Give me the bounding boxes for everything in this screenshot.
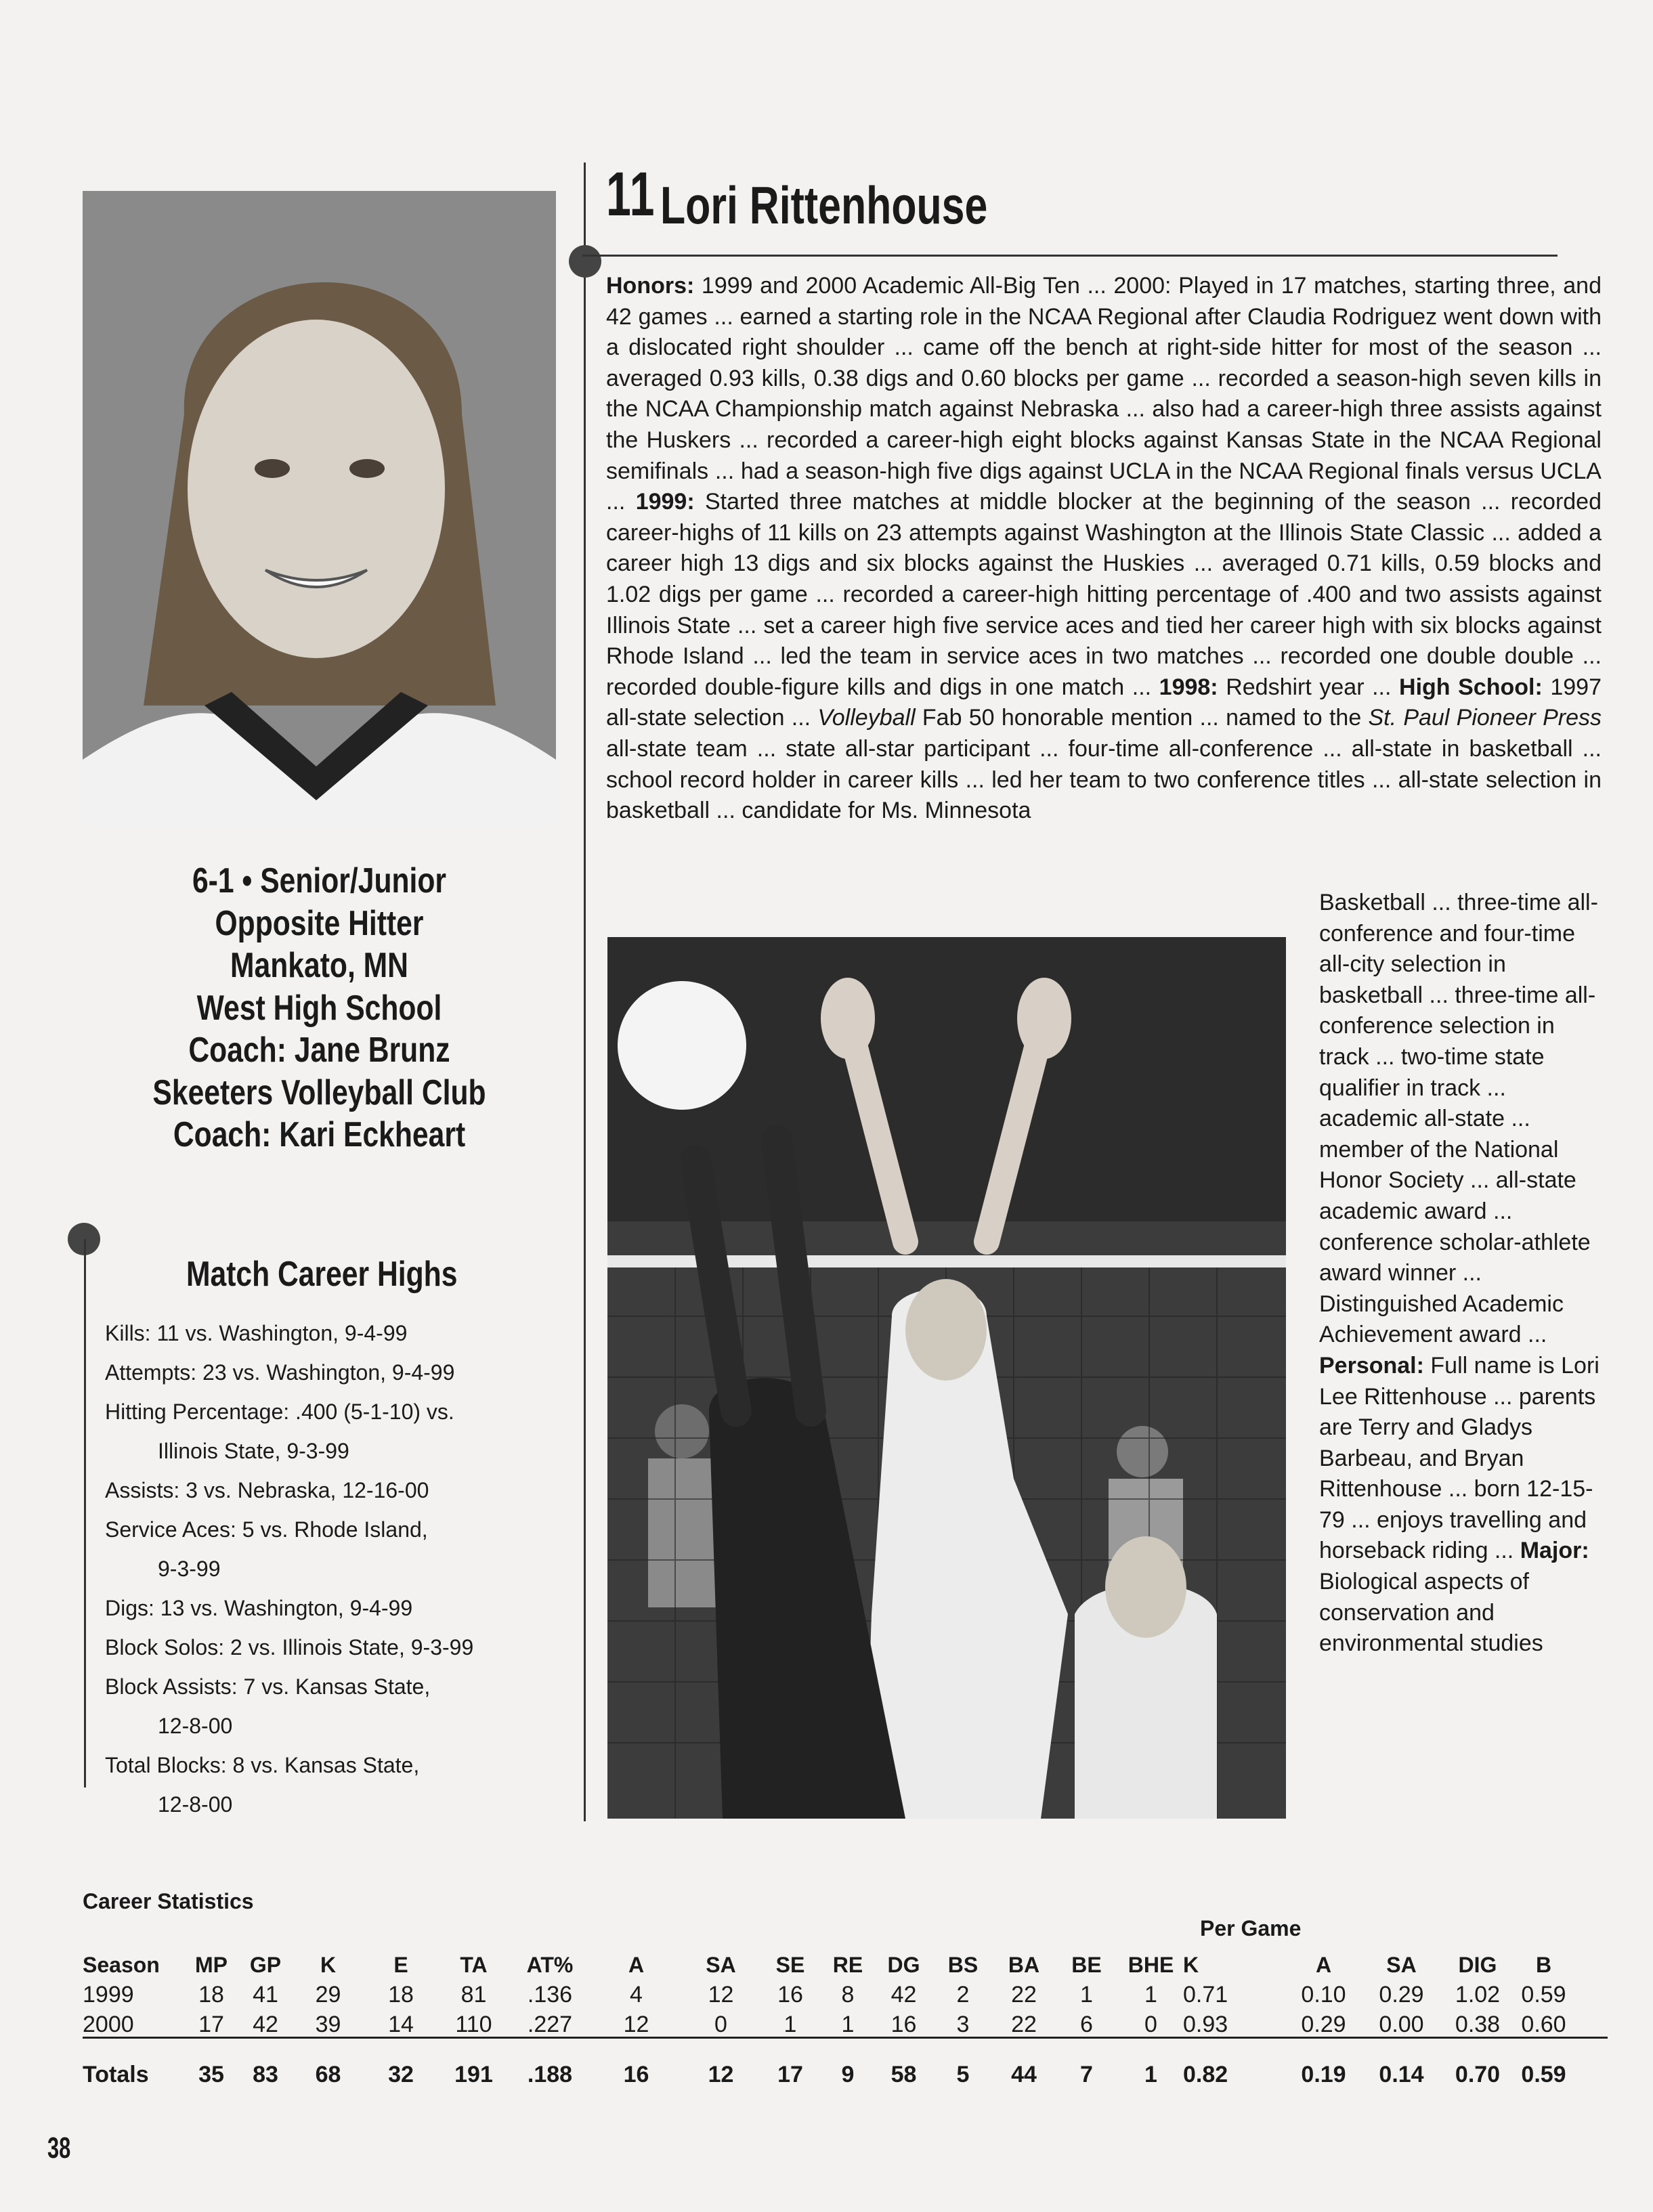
table-cell: 22 — [1011, 2011, 1037, 2037]
page-number: 38 — [47, 2131, 71, 2165]
table-cell: .136 — [527, 1981, 573, 2008]
table-cell: 39 — [315, 2011, 341, 2037]
column-header: MP — [195, 1952, 228, 1977]
high-school-italic-2: St. Paul Pioneer Press — [1368, 705, 1602, 731]
table-cell: 2000 — [83, 2011, 134, 2037]
table-cell: 191 — [454, 2061, 493, 2087]
table-cell: 0.10 — [1301, 1981, 1346, 2008]
high-school-label: High School: — [1399, 674, 1543, 700]
column-header: GP — [249, 1952, 282, 1977]
column-header: BA — [1008, 1952, 1040, 1977]
table-cell: 0.00 — [1379, 2011, 1424, 2037]
table-cell: 0.19 — [1301, 2061, 1346, 2087]
column-header: AT% — [526, 1952, 574, 1977]
list-item: 12-8-00 — [158, 1792, 233, 1817]
column-header: SE — [775, 1952, 805, 1977]
player-number: 11 — [606, 160, 656, 229]
high-school: West High School — [196, 988, 442, 1028]
year-1999-label: 1999: — [635, 489, 695, 515]
table-cell: 0.59 — [1521, 2061, 1566, 2087]
table-cell: 2 — [956, 1981, 970, 2008]
column-header: A — [1315, 1952, 1332, 1977]
table-cell: 0.38 — [1455, 2011, 1501, 2037]
table-cell: 22 — [1011, 1981, 1037, 2008]
column-header: K — [1183, 1952, 1199, 1977]
high-school-italic-1: Volleyball — [817, 705, 916, 731]
year-1998-label: 1998: — [1159, 674, 1218, 700]
table-cell: 0.93 — [1183, 2011, 1228, 2037]
table-cell: 1 — [841, 2011, 855, 2037]
headshot-photo — [83, 191, 556, 829]
table-cell: 0 — [714, 2011, 727, 2037]
table-cell: 3 — [956, 2011, 970, 2037]
honors-text: 1999 and 2000 Academic All-Big Ten ... 2000: Played in 17 matches, starting three, and 42 games ... earned a starting role in the NCAA Regional after Claudia Rodriguez went down with a dislocated right shoulder ... came off the bench at right-side hitter for most of the season ... averaged 0.93 kills, 0.38 digs and 0.60 blocks per game ... recorded a season-high seven kills in the NCAA Championship match against Nebraska ... also had a career-high three assists against the Huskers ... recorded a career-high eight blocks against Kansas State in the NCAA Regional semifinals ... had a season-high five digs against UCLA in the NCAA Regional finals versus UCLA ... — [606, 273, 1602, 515]
table-cell: 17 — [777, 2061, 803, 2087]
table-cell: 16 — [777, 1981, 803, 2008]
list-item: Hitting Percentage: .400 (5-1-10) vs. — [105, 1400, 454, 1424]
list-item: Block Solos: 2 vs. Illinois State, 9-3-99 — [105, 1635, 474, 1660]
player-name: Lori Rittenhouse — [660, 175, 988, 235]
highs-divider — [84, 1239, 86, 1787]
list-item: Assists: 3 vs. Nebraska, 12-16-00 — [105, 1478, 429, 1502]
table-cell: 8 — [841, 1981, 855, 2008]
hs-coach: Coach: Jane Brunz — [188, 1031, 450, 1070]
table-cell: 1 — [1144, 1981, 1157, 2008]
table-cell: 58 — [890, 2061, 917, 2087]
column-header: K — [320, 1952, 337, 1977]
table-cell: 18 — [198, 1981, 224, 2008]
hometown: Mankato, MN — [230, 946, 408, 985]
major-label: Major: — [1520, 1538, 1589, 1564]
list-item: Digs: 13 vs. Washington, 9-4-99 — [105, 1596, 413, 1620]
column-header: BHE — [1128, 1952, 1174, 1977]
year-1999-text: Started three matches at middle blocker at the beginning of the season ... recorded career-highs of 11 kills on 23 attempts against Washington at the Illinois State Classic ... added a career high 13 digs and six blocks against the Huskies ... averaged 0.71 kills, 0.59 blocks and 1.02 digs per game ... recorded a career-high hitting percentage of .400 and two assists against Illinois State ... set a career high five service aces and tied her career high with six blocks against Rhode Island ... led the team in service aces in two matches ... recorded one double double ... recorded double-figure kills and digs in one match ... — [606, 489, 1602, 700]
table-cell: 12 — [623, 2011, 649, 2037]
career-statistics-title: Career Statistics — [83, 1889, 254, 1913]
list-item: Block Assists: 7 vs. Kansas State, — [105, 1674, 431, 1699]
column-header: DG — [887, 1952, 920, 1977]
per-game-label: Per Game — [1200, 1916, 1302, 1940]
table-cell: 0.59 — [1521, 1981, 1566, 2008]
high-school-text-c: all-state team ... state all-star participant ... four-time all-conference ... all-state in basketball ... school record holder in career kills ... led her team to two conference titles ... all-state selection in basketball ... candidate for Ms. Minnesota — [606, 735, 1602, 824]
table-cell: 1999 — [83, 1981, 134, 2008]
table-cell: 18 — [388, 1981, 414, 2008]
table-row — [83, 2010, 1572, 2039]
table-cell: 0.70 — [1455, 2061, 1501, 2087]
column-header: E — [393, 1952, 408, 1977]
table-cell: 0.71 — [1183, 1981, 1228, 2008]
stats-table — [83, 1950, 1572, 2089]
stats-header-row — [83, 1950, 1572, 1980]
height-class: 6-1 • Senior/Junior — [192, 861, 447, 901]
table-cell: 0.14 — [1379, 2061, 1424, 2087]
table-cell: 0.29 — [1379, 1981, 1424, 2008]
personal-label: Personal: — [1319, 1352, 1424, 1379]
table-cell: .227 — [527, 2011, 573, 2037]
action-photo — [607, 937, 1286, 1819]
table-cell: 16 — [623, 2061, 649, 2087]
high-school-text-a: 1997 all-state selection ... — [606, 674, 1602, 731]
list-item: Total Blocks: 8 vs. Kansas State, — [105, 1753, 420, 1777]
bio-text-right — [1319, 888, 1610, 1660]
table-cell: 1 — [1080, 1981, 1093, 2008]
table-cell: 0.82 — [1183, 2061, 1228, 2087]
vertical-divider — [584, 162, 586, 1821]
column-header: B — [1535, 1952, 1552, 1977]
title-bullet-dot — [569, 245, 601, 278]
column-header: SA — [706, 1952, 736, 1977]
table-cell: 44 — [1011, 2061, 1037, 2087]
table-cell: 1.02 — [1455, 1981, 1501, 2008]
table-cell: 6 — [1080, 2011, 1093, 2037]
list-item: Kills: 11 vs. Washington, 9-4-99 — [105, 1321, 408, 1345]
table-cell: 35 — [198, 2061, 224, 2087]
list-item: Attempts: 23 vs. Washington, 9-4-99 — [105, 1360, 455, 1385]
table-cell: 16 — [890, 2011, 917, 2037]
table-cell: 32 — [388, 2061, 414, 2087]
personal-text: Full name is Lori Lee Rittenhouse ... parents are Terry and Gladys Barbeau, and Bryan Rittenhouse ... born 12-15-79 ... enjoys travelling and horseback riding ... — [1319, 1352, 1600, 1564]
table-cell: Totals — [83, 2061, 149, 2087]
table-cell: 81 — [460, 1981, 487, 2008]
table-cell: 1 — [783, 2011, 797, 2037]
table-cell: 12 — [708, 1981, 734, 2008]
column-header: Season — [83, 1952, 160, 1977]
club: Skeeters Volleyball Club — [152, 1072, 486, 1112]
table-cell: 0 — [1144, 2011, 1157, 2037]
column-header: SA — [1386, 1952, 1417, 1977]
table-cell: 83 — [253, 2061, 278, 2087]
totals-divider — [83, 2037, 1608, 2039]
table-row — [83, 1980, 1572, 2010]
column-header: DIG — [1458, 1952, 1497, 1977]
major-text: Biological aspects of conservation and environmental studies — [1319, 1569, 1543, 1657]
table-cell: 0.29 — [1301, 2011, 1346, 2037]
list-item: Illinois State, 9-3-99 — [158, 1439, 349, 1463]
list-item: 9-3-99 — [158, 1557, 221, 1581]
list-item: Service Aces: 5 vs. Rhode Island, — [105, 1517, 428, 1542]
table-cell: 5 — [956, 2061, 970, 2087]
table-cell: 29 — [315, 1981, 341, 2008]
column-header: BS — [947, 1952, 979, 1977]
table-cell: 4 — [630, 1981, 643, 2008]
table-cell: 14 — [388, 2011, 414, 2037]
table-cell: .188 — [527, 2061, 573, 2087]
column-header: TA — [460, 1952, 488, 1977]
table-cell: 41 — [253, 1981, 278, 2008]
career-highs-title: Match Career Highs — [186, 1255, 458, 1294]
player-info — [83, 860, 556, 1156]
table-cell: 0.60 — [1521, 2011, 1566, 2037]
table-cell: 1 — [1144, 2061, 1157, 2087]
column-header: A — [628, 1952, 645, 1977]
column-header: RE — [832, 1952, 863, 1977]
column-header: BE — [1071, 1952, 1102, 1977]
table-cell: 12 — [708, 2061, 734, 2087]
table-cell: 9 — [841, 2061, 855, 2087]
table-cell: 7 — [1080, 2061, 1093, 2087]
bio-text — [606, 271, 1602, 827]
basketball-text: Basketball ... three-time all-conference and four-time all-city selection in basketball ... three-time all-conference selection in track ... two-time state qualifier in track ... academic all-state ... member of the National Honor Society ... all-state academic award ... conference scholar-athlete award winner ... Distinguished Academic Achievement award ... — [1319, 890, 1598, 1348]
honors-label: Honors: — [606, 273, 695, 299]
table-cell: 17 — [198, 2011, 224, 2037]
club-coach: Coach: Kari Eckheart — [173, 1115, 466, 1154]
table-cell: 110 — [455, 2011, 492, 2037]
title-underline — [582, 255, 1558, 257]
year-1998-text: Redshirt year ... — [1218, 674, 1400, 700]
list-item: 12-8-00 — [158, 1714, 233, 1738]
table-cell: 68 — [315, 2061, 341, 2087]
position: Opposite Hitter — [215, 903, 424, 943]
totals-row — [83, 2060, 1572, 2089]
table-cell: 42 — [890, 1981, 917, 2008]
high-school-text-b: Fab 50 honorable mention ... named to the — [915, 705, 1369, 731]
career-highs-list — [105, 1314, 552, 1824]
table-cell: 42 — [253, 2011, 278, 2037]
